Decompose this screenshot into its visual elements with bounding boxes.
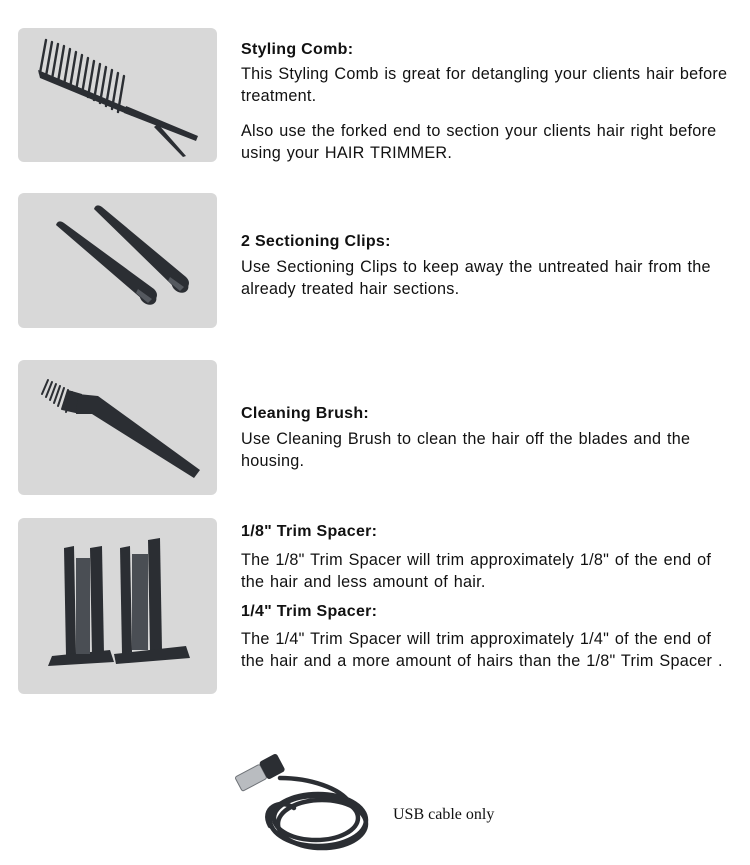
sectioning-clips-image	[18, 193, 217, 328]
item-title: Styling Comb:	[241, 41, 354, 58]
item-title: 2 Sectioning Clips:	[241, 233, 391, 250]
item-description: The 1/8" Trim Spacer will trim approximately 1/8" of the end of the hair and less amount of hair.	[241, 551, 712, 591]
item-description: Use Cleaning Brush to clean the hair off the blades and the housing.	[241, 430, 691, 470]
item-description: This Styling Comb is great for detangling your clients hair before treatment.	[241, 65, 728, 105]
sectioning-clips-icon	[18, 193, 217, 328]
cleaning-brush-image	[18, 360, 217, 495]
usb-cable-image	[230, 748, 390, 860]
item-title: 1/8" Trim Spacer:	[241, 523, 378, 540]
usb-cable-icon	[230, 748, 390, 860]
usb-cable-caption: USB cable only	[393, 806, 495, 823]
trim-spacers-icon	[18, 518, 217, 694]
item-title: Cleaning Brush:	[241, 405, 370, 422]
cleaning-brush-icon	[18, 360, 217, 495]
styling-comb-image	[18, 28, 217, 162]
item-description: Use Sectioning Clips to keep away the untreated hair from the already treated hair sections.	[241, 258, 711, 298]
trim-spacers-image	[18, 518, 217, 694]
item-description: The 1/4" Trim Spacer will trim approximately 1/4" of the end of the hair and a more amount of hairs than the 1/8" Trim Spacer .	[241, 630, 723, 670]
styling-comb-icon	[18, 28, 217, 162]
item-description: Also use the forked end to section your clients hair right before using your HAIR TRIMMER.	[241, 122, 717, 162]
item-title: 1/4" Trim Spacer:	[241, 603, 378, 620]
